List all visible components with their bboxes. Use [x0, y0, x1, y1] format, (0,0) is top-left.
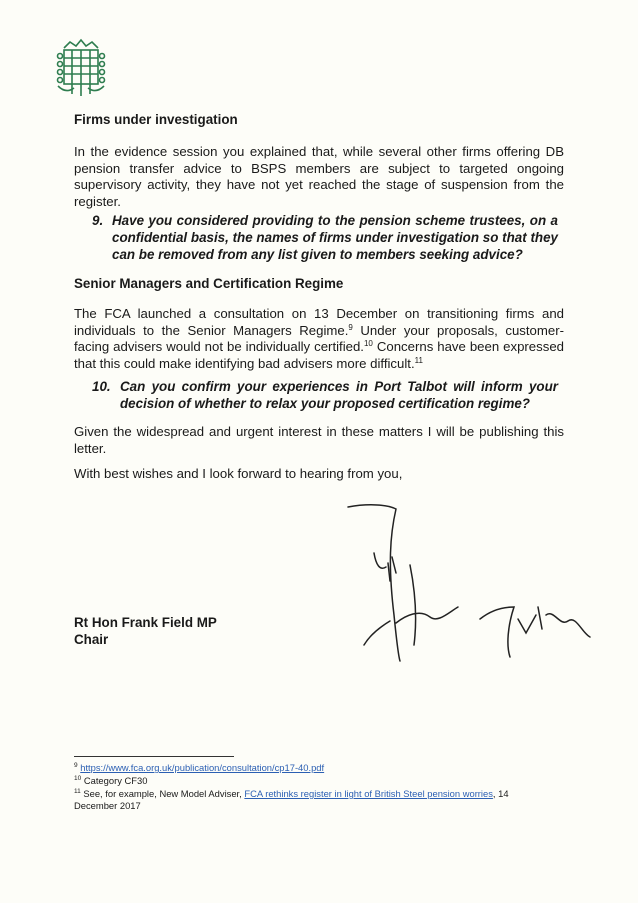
footnote-divider	[74, 756, 234, 757]
handwritten-signature	[330, 495, 600, 665]
paragraph-regards: With best wishes and I look forward to hearing from you,	[74, 466, 403, 481]
footnote-9-link[interactable]: https://www.fca.org.uk/publication/consultation/cp17-40.pdf	[80, 762, 325, 773]
footnote-ref-11: 11	[414, 355, 423, 365]
footnote-ref-9: 9	[348, 322, 353, 332]
question-number: 10.	[92, 379, 111, 394]
question-number: 9.	[92, 213, 104, 228]
signer-name: Rt Hon Frank Field MP	[74, 615, 217, 630]
footnote-11-link[interactable]: FCA rethinks register in light of British Steel pension worries	[244, 788, 493, 799]
question-text: Have you considered providing to the pension scheme trustees, on a confidential basis, the names of firms under investigation so that they can be removed from any list given to members seeking advice?	[112, 213, 558, 262]
footnote-10: $^{10}$ Category CF30	[74, 775, 148, 786]
paragraph-firms: In the evidence session you explained that, while several other firms offering DB pension transfer advice to BSPS members are subject to targeted ongoing supervisory activity, they have not yet reached the stage of suspension from the register.	[74, 144, 564, 209]
section-heading-firms: Firms under investigation	[74, 112, 238, 127]
section-heading-smcr: Senior Managers and Certification Regime	[74, 276, 344, 291]
footnote-ref-10: 10	[363, 339, 373, 348]
signature-block	[74, 614, 217, 648]
portcullis-crest-icon	[56, 38, 106, 100]
paragraph-smcr: The FCA launched a consultation on 13 December on transitioning firms and individuals to the Senior Managers Regime.$^9$ Under your proposals, customer-facing advisers would not be individually certified.$^{10}$ Concerns have been expressed that this could make identifying bad advisers more difficult.$^{11}$	[74, 306, 564, 371]
paragraph-closing: Given the widespread and urgent interest in these matters I will be publishing this letter.	[74, 424, 564, 456]
footnote-11: $^{11}$ See, for example, New Model Adviser, FCA rethinks register in light of British Steel pension worries, 14 December 2017	[74, 788, 509, 811]
question-text: Can you confirm your experiences in Port Talbot will inform your decision of whether to relax your proposed certification regime?	[120, 379, 558, 411]
signer-role: Chair	[74, 632, 109, 647]
footnote-9: $^9$ https://www.fca.org.uk/publication/consultation/cp17-40.pdf	[74, 762, 325, 773]
